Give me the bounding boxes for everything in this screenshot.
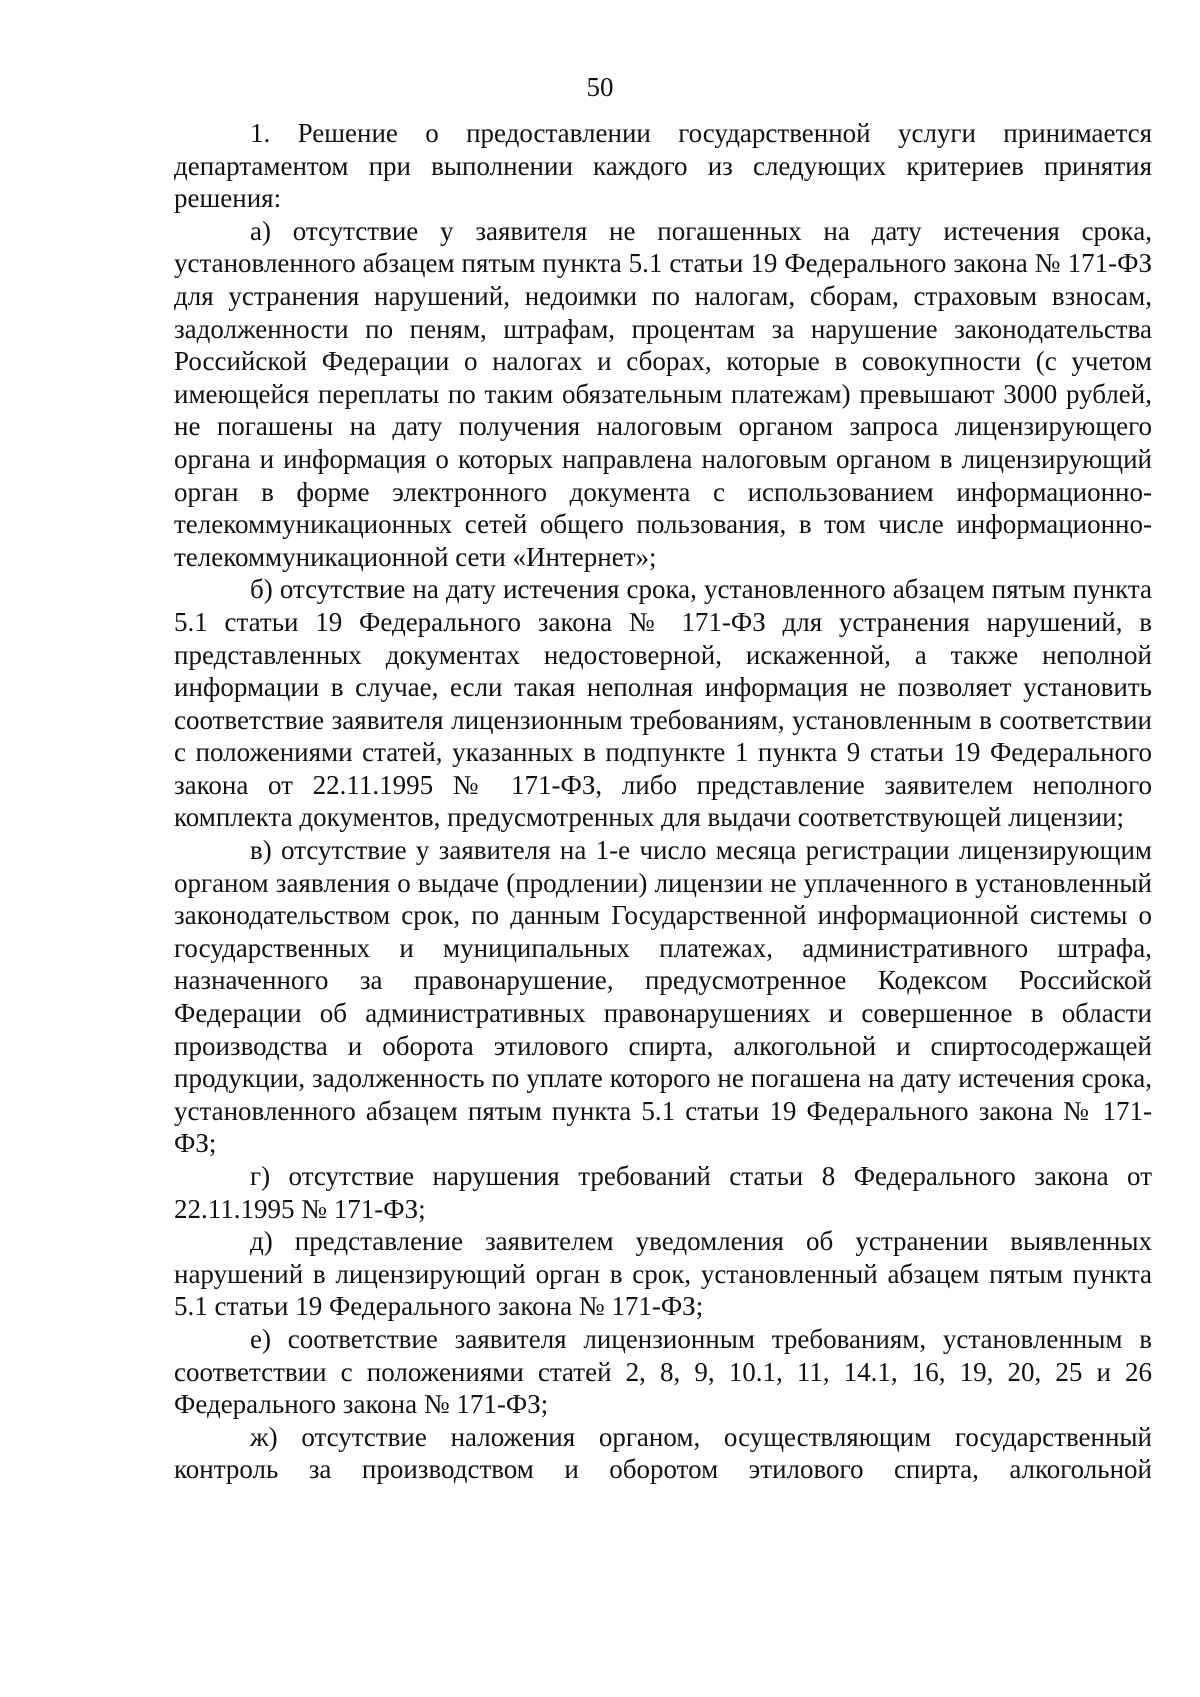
paragraph-e: е) соответствие заявителя лицензионным требованиям, установленным в соответствии с положениями статей 2, 8, 9, 10.1, 11, 14.1, 16, 19, 20, 25 и 26 Федерального закона № 171-ФЗ; [174, 1323, 1152, 1420]
page-number: 50 [586, 72, 614, 102]
paragraph-v: в) отсутствие у заявителя на 1-е число месяца регистрации лицензирующим органом заявления о выдаче (продлении) лицензии не уплаченного в установленный законодательством срок, по данным Государственной информационной системы о государственных и муниципальных платежах, административного штрафа, назначенного за правонарушение, предусмотренное Кодексом Российской Федерации об административных правонарушениях и совершенное в области производства и оборота этилового спирта, алкогольной и спиртосодержащей продукции, задолженность по уплате которого не погашена на дату истечения срока, установленного абзацем пятым пункта 5.1 статьи 19 Федерального закона № 171-ФЗ; [174, 835, 1152, 1159]
paragraph-d: д) представление заявителем уведомления об устранении выявленных нарушений в лицензирующий орган в срок, установленный абзацем пятым пункта 5.1 статьи 19 Федерального закона № 171-ФЗ; [174, 1226, 1152, 1322]
paragraph-b: б) отсутствие на дату истечения срока, установленного абзацем пятым пункта 5.1 статьи 19 Федерального закона № 171-ФЗ для устранения нарушений, в представленных документах недостоверной, искаженной, а также неполной информации в случае, если такая неполная информация не позволяет установить соответствие заявителя лицензионным требованиям, установленным в соответствии с положениями статей, указанных в подпункте 1 пункта 9 статьи 19 Федерального закона от 22.11.1995 № 171-ФЗ, либо представление заявителем неполного комплекта документов, предусмотренных для выдачи соответствующей лицензии; [174, 574, 1152, 833]
document-body [174, 117, 1152, 1486]
paragraph-g: г) отсутствие нарушения требований статьи 8 Федерального закона от 22.11.1995 № 171-ФЗ; [174, 1161, 1152, 1224]
paragraph-a: а) отсутствие у заявителя не погашенных на дату истечения срока, установленного абзацем пятым пункта 5.1 статьи 19 Федерального закона № 171-ФЗ для устранения нарушений, недоимки по налогам, сборам, страховым взносам, задолженности по пеням, штрафам, процентам за нарушение законодательства Российской Федерации о налогах и сборах, которые в совокупности (с учетом имеющейся переплаты по таким обязательным платежам) превышают 3000 рублей, не погашены на дату получения налоговым органом запроса лицензирующего органа и информация о которых направлена налоговым органом в лицензирующий орган в форме электронного документа с использованием информационно-телекоммуникационных сетей общего пользования, в том числе информационно-телекоммуникационной сети «Интернет»; [174, 215, 1152, 572]
paragraph-zh: ж) отсутствие наложения органом, осуществляющим государственный контроль за производством и оборотом этилового спирта, алкогольной [174, 1421, 1152, 1485]
paragraph-1: 1. Решение о предоставлении государственной услуги принимается департаментом при выполнении каждого из следующих критериев принятия решения: [174, 118, 1152, 214]
